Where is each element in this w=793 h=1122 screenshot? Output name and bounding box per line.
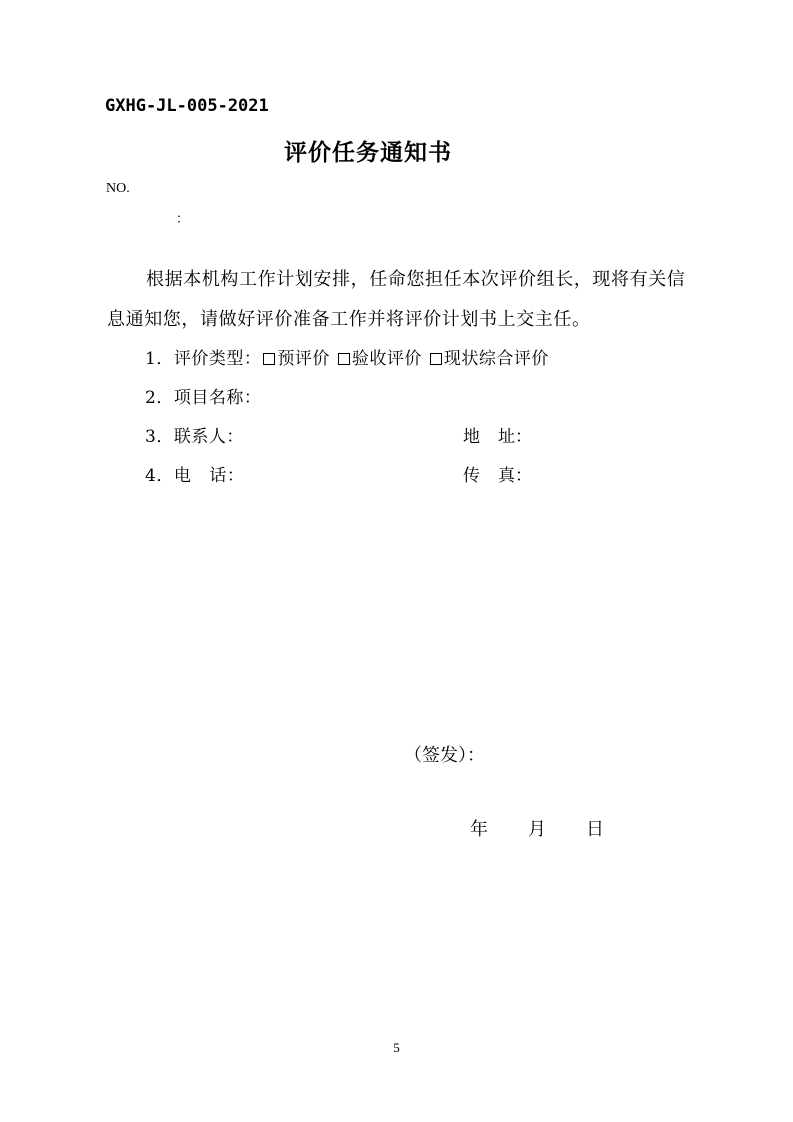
item-project-name: 2．项目名称： <box>145 388 262 408</box>
signoff-label: （签发）： <box>404 745 485 766</box>
option-pre-evaluation-label: 预评价 <box>277 349 330 369</box>
document-number-label: NO. <box>106 181 130 196</box>
option-status-evaluation-label: 现状综合评价 <box>443 349 549 369</box>
checkbox-status-evaluation[interactable] <box>430 353 442 365</box>
field-fax-label-b: 真： <box>498 466 532 486</box>
paragraph-line-2: 息通知您，请做好评价准备工作并将评价计划书上交主任。 <box>107 309 591 330</box>
option-acceptance-evaluation-label: 验收评价 <box>351 349 422 369</box>
option-pre-evaluation[interactable] <box>261 344 330 369</box>
recipient-colon: ： <box>176 212 190 227</box>
item-telephone-label-a: 4．电 <box>145 466 192 486</box>
checkbox-acceptance-evaluation[interactable] <box>338 353 350 365</box>
date-year: 年 <box>470 819 488 840</box>
date-line <box>470 815 604 841</box>
date-day: 日 <box>586 819 604 840</box>
paragraph-line-1: 根据本机构工作计划安排，任命您担任本次评价组长，现将有关信 <box>146 269 686 290</box>
item-telephone <box>145 461 244 486</box>
document-code: GXHG-JL-005-2021 <box>105 96 269 116</box>
item-evaluation-type <box>145 344 555 369</box>
field-address <box>463 422 532 447</box>
field-address-label-a: 地 <box>463 427 480 447</box>
field-fax-label-a: 传 <box>463 466 480 486</box>
item-evaluation-type-label: 1．评价类型： <box>145 349 262 369</box>
option-acceptance-evaluation[interactable] <box>336 344 422 369</box>
item-telephone-label-b: 话： <box>209 466 245 486</box>
item-contact-person: 3．联系人： <box>145 427 244 447</box>
field-fax <box>463 461 532 486</box>
checkbox-pre-evaluation[interactable] <box>263 353 275 365</box>
option-status-evaluation[interactable] <box>428 344 549 369</box>
date-month: 月 <box>528 819 546 840</box>
page-number: 5 <box>393 1040 400 1055</box>
document-title: 评价任务通知书 <box>284 140 452 166</box>
field-address-label-b: 址： <box>498 427 532 447</box>
